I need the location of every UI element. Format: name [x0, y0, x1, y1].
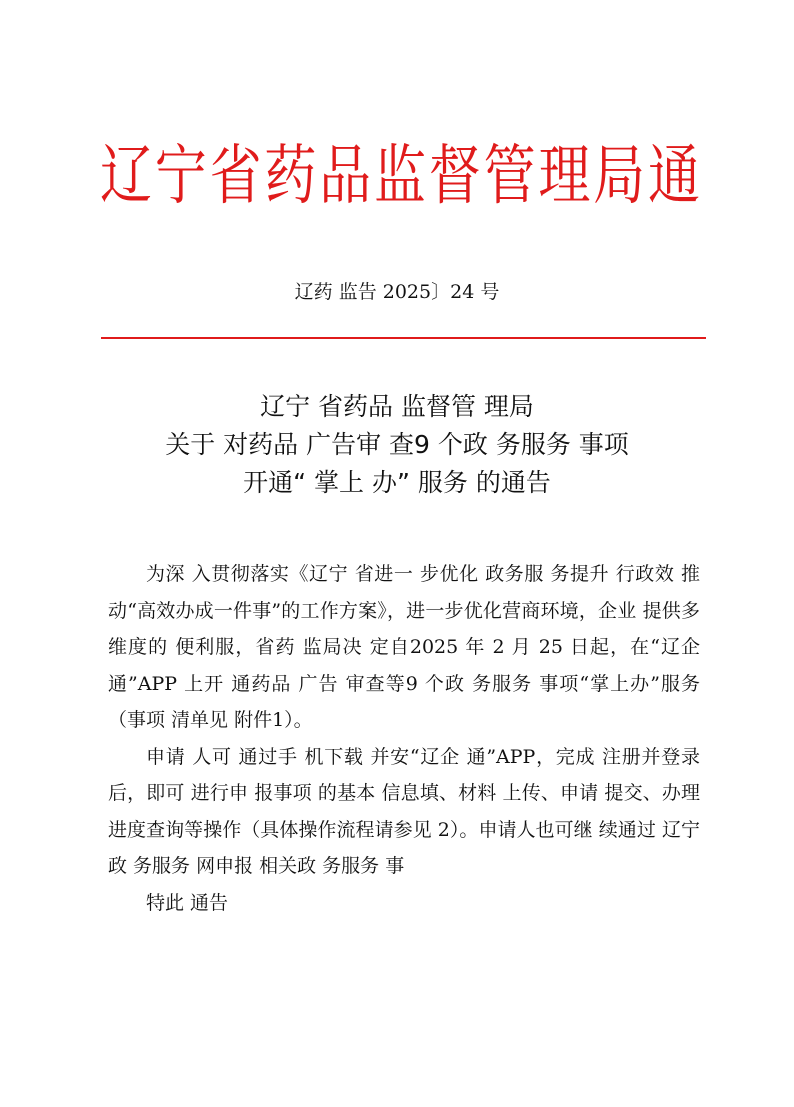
title-line-2: 关于 对药品 广告审 查9 个政 务服务 事项	[165, 430, 629, 459]
notice-body	[108, 556, 700, 921]
body-paragraph-1: 为深 入贯彻落实《辽宁 省进一 步优化 政务服 务提升 行政效 推动“高效办成一件事”的工作方案》，进一步优化营商环境，企业 提供多 维度的 便利服，省药 监局决 定自2025 年 2 月 25 日起，在“辽企 通”APP 上开 通药品 广告 审查等9 个政 务服务 事项“掌上办”服务（事项 清单见 附件1）。	[108, 563, 700, 731]
body-paragraph-2: 申请 人可 通过手 机下载 并安“辽企 通”APP，完成 注册并登录后，即可 进行申 报事项 的基本 信息填、材料 上传、申请 提交、办理进度查询等操作（具体操作流程请参见 2）。申请人也可继 续通过 辽宁政 务服务 网申报 相关政 务服务 事	[108, 745, 700, 877]
title-line-1: 辽宁 省药品 监督管 理局	[260, 392, 534, 421]
document-number: 辽药 监告 2025〕24 号	[294, 281, 500, 303]
title-line-3: 开通“ 掌上 办” 服务 的通告	[243, 468, 551, 497]
masthead-title: 辽宁省药品监督管理局通	[100, 138, 700, 214]
closing-line: 特此 通告	[146, 891, 229, 914]
notice-title	[0, 388, 794, 502]
red-divider-line	[101, 337, 706, 339]
